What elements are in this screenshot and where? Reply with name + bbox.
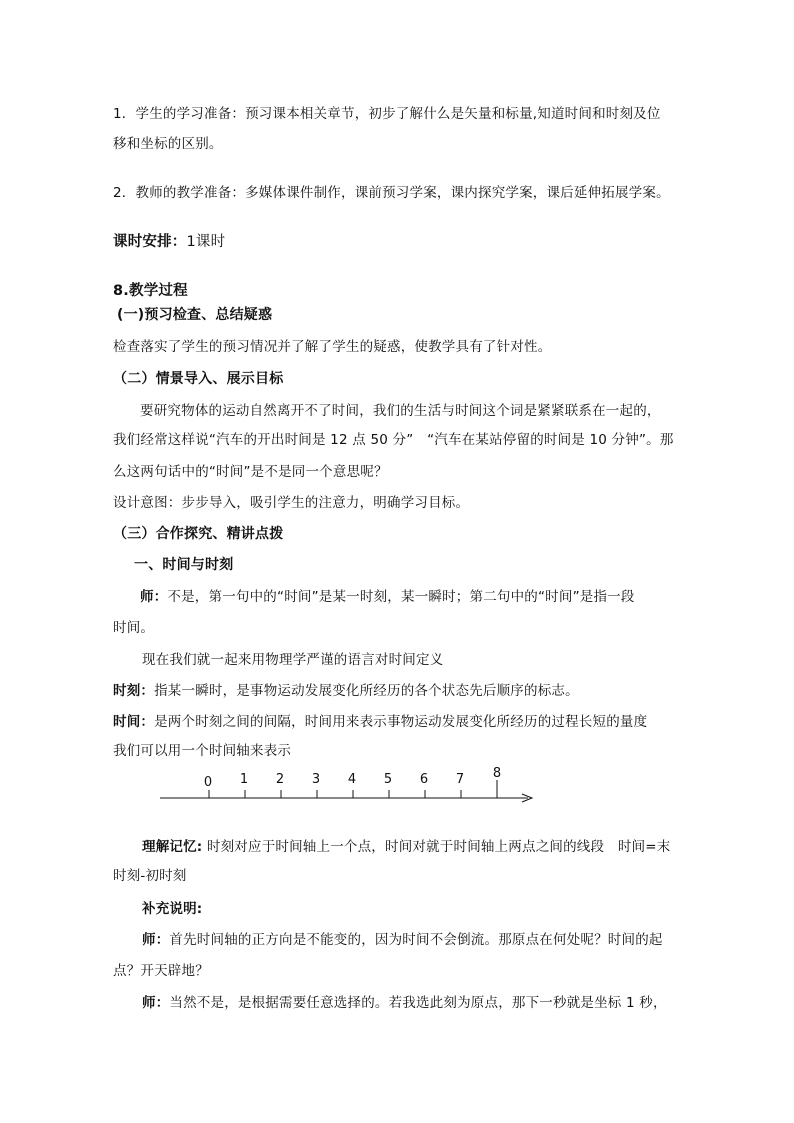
axis-tick-label: 2 (275, 772, 285, 787)
section-2-design: 设计意图：步步导入，吸引学生的注意力，明确学习目标。 (113, 495, 470, 511)
speaker-label: 师： (142, 995, 170, 1011)
teacher-reply-3-text: 当然不是，是根据需要任意选择的。若我选此刻为原点，那下一秒就是坐标 1 秒， (169, 995, 667, 1011)
speaker-label: 师： (142, 932, 170, 948)
student-prep-line-2: 移和坐标的区别。 (113, 136, 223, 152)
teacher-reply-1-cont: 时间。 (113, 620, 155, 636)
memo-label: 理解记忆: (142, 839, 203, 855)
moment-definition (113, 681, 579, 701)
schedule-line (113, 232, 225, 252)
definition-intro: 现在我们就一起来用物理学严谨的语言对时间定义 (142, 652, 444, 668)
time-axis (160, 760, 540, 806)
axis-intro: 我们可以用一个时间轴来表示 (113, 743, 292, 759)
axis-tick-label: 4 (347, 772, 357, 787)
teacher-reply-1-text: 不是，第一句中的“时间”是某一时刻，某一瞬时；第二句中的“时间”是指一段 (167, 589, 635, 605)
axis-tick-label: 8 (492, 766, 502, 781)
process-heading: 8.教学过程 (113, 283, 188, 299)
teacher-prep-line: 2．教师的教学准备：多媒体课件制作，课前预习学案，课内探究学案，课后延伸拓展学案。 (113, 185, 670, 201)
memo-line (142, 837, 671, 857)
section-2-title: （二）情景导入、展示目标 (113, 371, 284, 387)
moment-text: 指某一瞬时，是事物运动发展变化所经历的各个状态先后顺序的标志。 (154, 683, 579, 699)
section-2-para-3: 么这两句话中的“时间”是不是同一个意思呢？ (113, 464, 388, 480)
axis-tick-label: 3 (311, 772, 321, 787)
axis-ticks (204, 766, 501, 798)
section-3-subtitle: 一、时间与时刻 (134, 557, 234, 573)
student-prep-line-1: 1．学生的学习准备：预习课本相关章节，初步了解什么是矢量和标量,知道时间和时刻及位 (113, 106, 661, 122)
axis-tick-label: 1 (239, 772, 249, 787)
teacher-reply-3 (142, 993, 667, 1013)
teacher-reply-2-cont: 点？开天辟地？ (113, 963, 209, 979)
schedule-value: 1课时 (186, 234, 226, 250)
teacher-reply-1 (140, 587, 635, 607)
time-label: 时间： (113, 714, 155, 730)
moment-label: 时刻： (113, 683, 155, 699)
axis-tick-label: 5 (383, 772, 393, 787)
time-definition (113, 712, 647, 732)
axis-tick-label: 0 (203, 775, 213, 790)
time-text: 是两个时刻之间的间隔，时间用来表示事物运动发展变化所经历的过程长短的量度 (154, 714, 648, 730)
axis-tick-label: 6 (419, 772, 429, 787)
time-axis-svg (160, 760, 540, 806)
teacher-reply-2-text: 首先时间轴的正方向是不能变的，因为时间不会倒流。那原点在何处呢？时间的起 (169, 932, 663, 948)
axis-tick-label: 7 (455, 772, 465, 787)
supplement-label: 补充说明: (142, 901, 203, 917)
section-3-title: （三）合作探究、精讲点拨 (113, 526, 284, 542)
teacher-reply-2 (142, 930, 663, 950)
section-1-text: 检查落实了学生的预习情况并了解了学生的疑惑，使教学具有了针对性。 (113, 339, 552, 355)
section-2-para-1: 要研究物体的运动自然离开不了时间，我们的生活与时间这个词是紧紧联系在一起的， (140, 403, 661, 419)
section-2-para-2: 我们经常这样说“汽车的开出时间是 12 点 50 分” “汽车在某站停留的时间是 10 分钟”。那 (113, 432, 674, 448)
memo-line-cont: 时刻-初时刻 (113, 868, 187, 884)
schedule-label: 课时安排： (113, 234, 187, 250)
speaker-label: 师： (140, 589, 168, 605)
memo-text: 时刻对应于时间轴上一个点，时间对就于时间轴上两点之间的线段 时间=末 (202, 839, 671, 855)
section-1-title: (一)预习检查、总结疑惑 (117, 307, 273, 323)
